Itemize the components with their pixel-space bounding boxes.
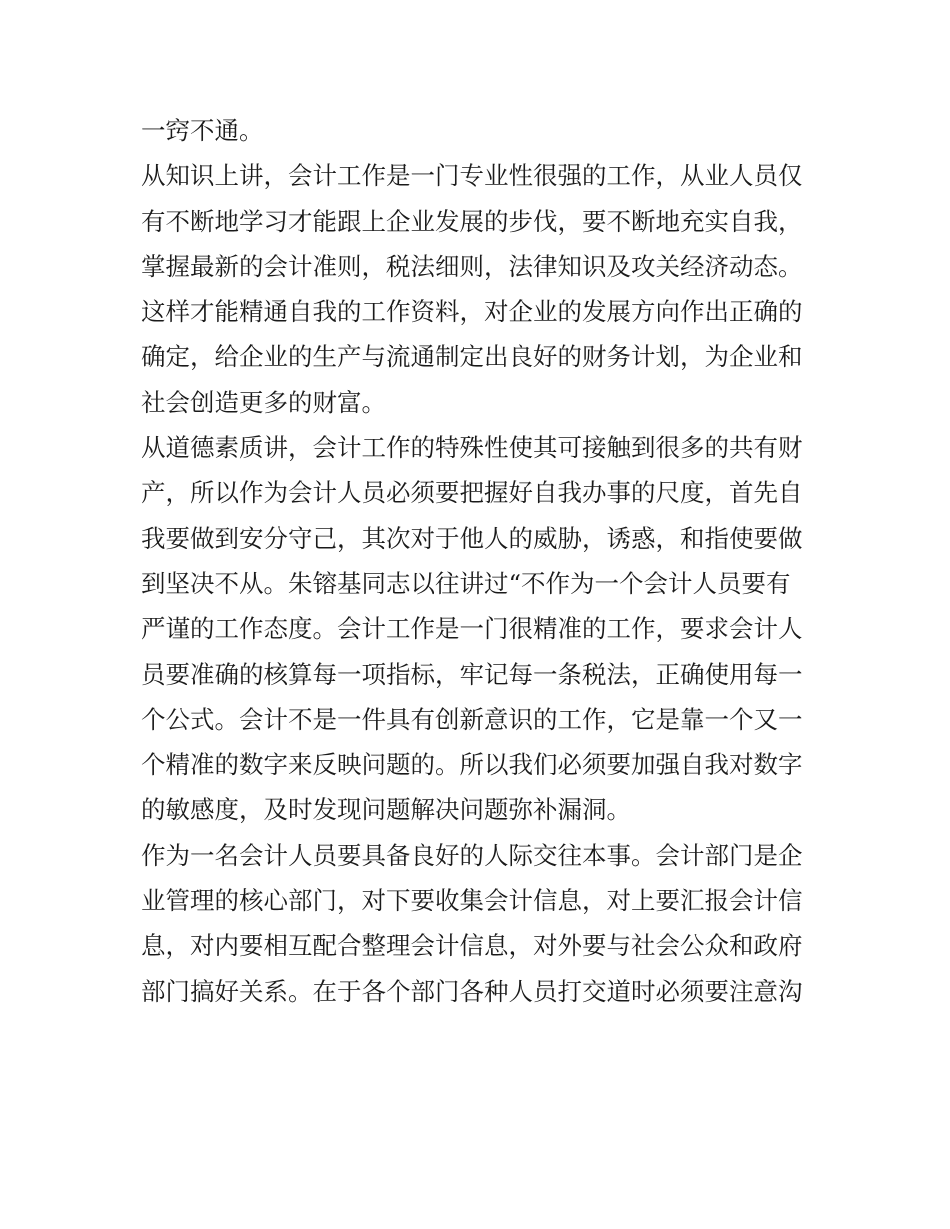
body-text	[141, 108, 821, 1014]
text-line: 有不断地学习才能跟上企业发展的步伐，要不断地充实自我，	[141, 206, 803, 236]
text-line: 员要准确的核算每一项指标，牢记每一条税法，正确使用每一	[141, 659, 803, 689]
text-line: 掌握最新的会计准则，税法细则，法律知识及攻关经济动态。	[141, 251, 803, 281]
text-line: 作为一名会计人员要具备良好的人际交往本事。会计部门是企	[141, 840, 803, 870]
text-line: 严谨的工作态度。会计工作是一门很精准的工作，要求会计人	[141, 614, 803, 644]
text-line: 部门搞好关系。在于各个部门各种人员打交道时必须要注意沟	[141, 976, 803, 1006]
text-line: 一窍不通。	[141, 116, 264, 145]
text-line: 确定，给企业的生产与流通制定出良好的财务计划，为企业和	[141, 342, 803, 372]
text-line: 社会创造更多的财富。	[141, 387, 386, 417]
text-line: 产，所以作为会计人员必须要把握好自我办事的尺度，首先自	[141, 478, 803, 508]
text-line: 业管理的核心部门，对下要收集会计信息，对上要汇报会计信	[141, 886, 803, 916]
text-line: 到坚决不从。朱镕基同志以往讲过“不作为一个会计人员要有	[141, 568, 791, 598]
text-line: 息，对内要相互配合整理会计信息，对外要与社会公众和政府	[141, 931, 803, 961]
text-line: 从知识上讲，会计工作是一门专业性很强的工作，从业人员仅	[141, 161, 803, 191]
text-line: 从道德素质讲，会计工作的特殊性使其可接触到很多的共有财	[141, 433, 803, 463]
text-line: 我要做到安分守己，其次对于他人的威胁，诱惑，和指使要做	[141, 523, 803, 553]
text-line: 个公式。会计不是一件具有创新意识的工作，它是靠一个又一	[141, 704, 803, 734]
text-line: 的敏感度，及时发现问题解决问题弥补漏洞。	[141, 795, 631, 825]
text-line: 这样才能精通自我的工作资料，对企业的发展方向作出正确的	[141, 297, 803, 327]
text-line: 个精准的数字来反映问题的。所以我们必须要加强自我对数字	[141, 750, 803, 780]
